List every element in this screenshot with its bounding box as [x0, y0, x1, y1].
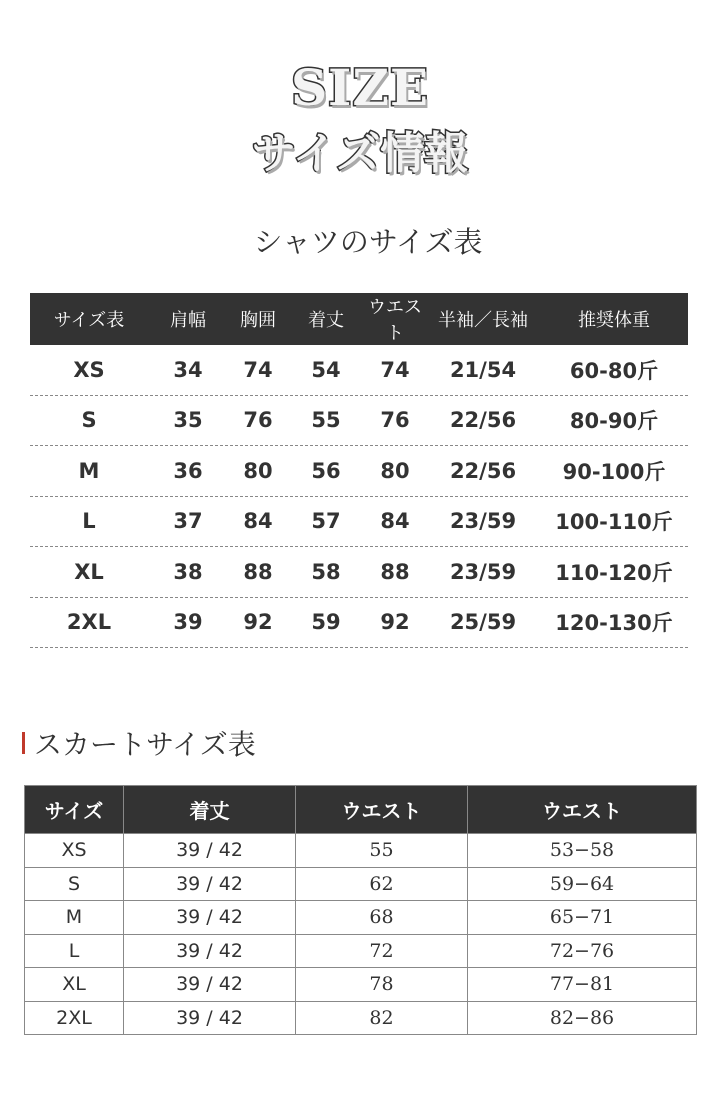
size-label: 2XL — [25, 1001, 124, 1035]
table-cell: 88 — [380, 559, 410, 584]
table-cell: 84 — [243, 509, 273, 534]
table-cell: 39 / 42 — [124, 1001, 296, 1035]
table-cell: 59−64 — [468, 867, 697, 901]
table-cell: 74 — [380, 357, 410, 382]
table-cell: 22/56 — [449, 458, 517, 483]
skirt-header-cell: ウエスト — [468, 786, 697, 834]
shirt-header-cell: 胸囲 — [240, 310, 276, 331]
table-row — [25, 1001, 697, 1035]
table-cell: 22/56 — [449, 408, 517, 433]
skirt-header-cell: サイズ — [25, 786, 124, 834]
hero-subtitle: サイズ情報 — [251, 128, 469, 179]
table-cell: 120-130斤 — [555, 611, 673, 636]
table-cell: 62 — [296, 867, 468, 901]
shirt-header-cell: 着丈 — [308, 310, 344, 331]
table-cell: 82 — [296, 1001, 468, 1035]
shirt-header-cell: 半袖／長袖 — [438, 310, 528, 331]
table-cell: 82−86 — [468, 1001, 697, 1035]
table-cell: 76 — [243, 408, 273, 433]
table-row — [25, 968, 697, 1002]
size-label: S — [81, 408, 97, 433]
table-cell: 60-80斤 — [569, 358, 659, 383]
size-label: XS — [25, 834, 124, 868]
size-label: L — [25, 934, 124, 968]
size-label: M — [78, 458, 100, 483]
table-cell: 54 — [311, 357, 341, 382]
table-row — [30, 598, 688, 649]
table-cell: 23/59 — [449, 509, 517, 534]
table-cell: 76 — [380, 408, 410, 433]
size-label: L — [82, 509, 96, 534]
table-cell: 59 — [311, 610, 341, 635]
hero — [0, 58, 720, 184]
table-cell: 36 — [173, 458, 203, 483]
table-row — [30, 446, 688, 497]
table-cell: 74 — [243, 357, 273, 382]
table-cell: 72 — [296, 934, 468, 968]
size-label: XL — [74, 559, 104, 584]
table-cell: 68 — [296, 901, 468, 935]
table-cell: 34 — [173, 357, 203, 382]
table-cell: 39 / 42 — [124, 901, 296, 935]
table-cell: 39 / 42 — [124, 934, 296, 968]
table-cell: 38 — [173, 559, 203, 584]
table-row — [25, 901, 697, 935]
table-cell: 35 — [173, 408, 203, 433]
size-label: M — [25, 901, 124, 935]
table-row — [25, 834, 697, 868]
table-cell: 37 — [173, 509, 203, 534]
table-cell: 39 / 42 — [124, 834, 296, 868]
shirt-header-cell: ウエスト — [368, 297, 422, 344]
accent-bar — [22, 732, 25, 754]
table-cell: 39 / 42 — [124, 867, 296, 901]
table-cell: 80-90斤 — [569, 409, 659, 434]
table-row — [30, 497, 688, 548]
table-cell: 39 — [173, 610, 203, 635]
table-cell: 90-100斤 — [562, 459, 666, 484]
table-cell: 92 — [243, 610, 273, 635]
size-label: XL — [25, 968, 124, 1002]
shirt-table-header — [30, 293, 688, 345]
size-label: S — [25, 867, 124, 901]
shirt-header-cell: サイズ表 — [53, 310, 125, 331]
table-cell: 84 — [380, 509, 410, 534]
table-cell: 39 / 42 — [124, 968, 296, 1002]
table-cell: 92 — [380, 610, 410, 635]
table-row — [25, 867, 697, 901]
table-row — [25, 934, 697, 968]
table-row — [30, 345, 688, 396]
table-cell: 55 — [311, 408, 341, 433]
shirt-table-title: シャツのサイズ表 — [253, 225, 483, 259]
table-row — [30, 547, 688, 598]
size-label: XS — [73, 357, 105, 382]
table-cell: 23/59 — [449, 559, 517, 584]
table-cell: 80 — [380, 458, 410, 483]
skirt-header-cell: 着丈 — [124, 786, 296, 834]
shirt-header-cell: 肩幅 — [170, 310, 206, 331]
table-cell: 57 — [311, 509, 341, 534]
table-cell: 77−81 — [468, 968, 697, 1002]
table-cell: 21/54 — [449, 357, 517, 382]
skirt-table-title: スカートサイズ表 — [34, 728, 256, 761]
table-cell: 88 — [243, 559, 273, 584]
skirt-size-table — [24, 785, 697, 1035]
table-cell: 65−71 — [468, 901, 697, 935]
table-cell: 56 — [311, 458, 341, 483]
shirt-header-cell: 推奨体重 — [578, 310, 650, 331]
table-cell: 100-110斤 — [555, 510, 673, 535]
table-cell: 78 — [296, 968, 468, 1002]
shirt-size-table — [30, 293, 688, 648]
table-cell: 25/59 — [449, 610, 517, 635]
size-label: 2XL — [66, 610, 112, 635]
table-cell: 110-120斤 — [555, 560, 673, 585]
table-cell: 72−76 — [468, 934, 697, 968]
skirt-title-block — [22, 726, 256, 760]
table-row — [30, 396, 688, 447]
skirt-header-cell: ウエスト — [296, 786, 468, 834]
table-cell: 55 — [296, 834, 468, 868]
skirt-table-header — [25, 786, 697, 834]
hero-size-title: SIZE — [290, 58, 430, 117]
table-cell: 80 — [243, 458, 273, 483]
table-cell: 53−58 — [468, 834, 697, 868]
table-cell: 58 — [311, 559, 341, 584]
